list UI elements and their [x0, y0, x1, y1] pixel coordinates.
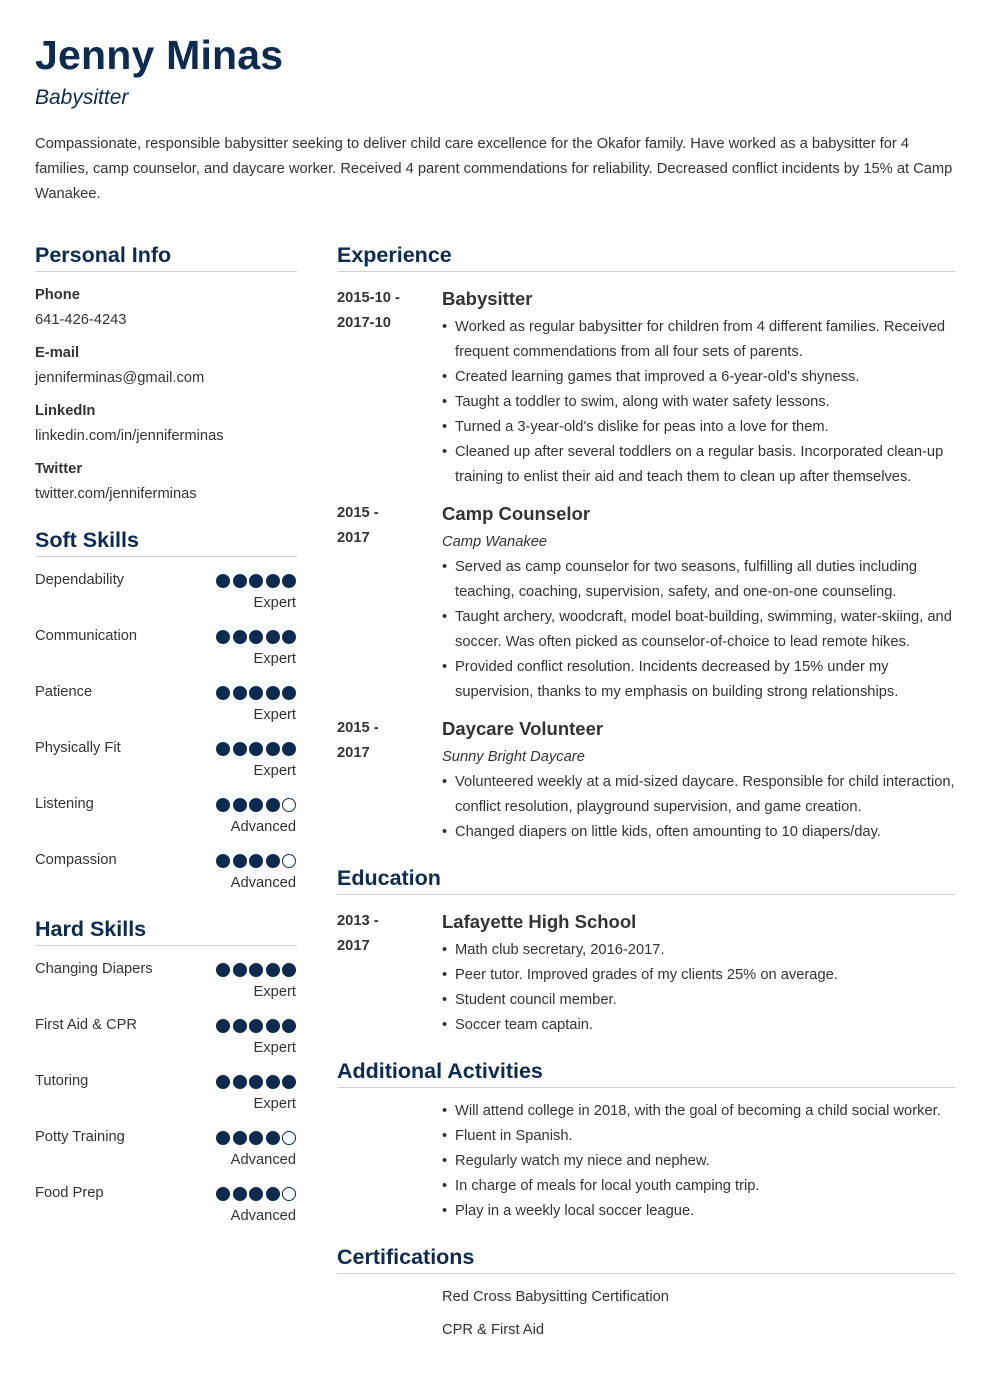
- rating-dot-filled: [282, 1075, 296, 1089]
- soft-skills-heading: Soft Skills: [35, 528, 139, 552]
- skill-rating: [214, 798, 297, 812]
- bullet-item: • Peer tutor. Improved grades of my clients 25% on average.: [442, 963, 957, 988]
- education-bullets: [442, 938, 957, 1038]
- job-date-range: [337, 501, 432, 551]
- skill-level: Advanced: [230, 1208, 296, 1224]
- skill-level: Expert: [253, 651, 296, 667]
- hard-skills-heading: Hard Skills: [35, 917, 147, 941]
- bullet-item: • Will attend college in 2018, with the goal of becoming a child social worker.: [442, 1099, 957, 1124]
- rating-dot-filled: [249, 630, 263, 644]
- rating-dot-filled: [266, 686, 280, 700]
- personal-info-heading: Personal Info: [35, 243, 172, 267]
- rating-dot-filled: [249, 798, 263, 812]
- skill-rating: [214, 854, 297, 868]
- rating-dot-filled: [249, 686, 263, 700]
- bullet-item: • Student council member.: [442, 988, 957, 1013]
- date-end: 2017: [337, 745, 370, 761]
- skill-name: Food Prep: [35, 1185, 104, 1201]
- rating-dot-filled: [249, 742, 263, 756]
- rating-dot-filled: [216, 686, 230, 700]
- rating-dot-filled: [216, 798, 230, 812]
- rating-dot-filled: [266, 798, 280, 812]
- rating-dot-filled: [216, 742, 230, 756]
- job-title: Babysitter: [442, 288, 533, 309]
- section-divider: [337, 271, 955, 272]
- rating-dot-filled: [216, 574, 230, 588]
- job-date-range: [337, 716, 432, 766]
- rating-dot-filled: [233, 1131, 247, 1145]
- bullet-item: • Fluent in Spanish.: [442, 1124, 957, 1149]
- skill-name: Patience: [35, 684, 93, 700]
- date-start: 2015 -: [337, 720, 379, 736]
- rating-dot-filled: [266, 1019, 280, 1033]
- skill-name: Potty Training: [35, 1129, 125, 1145]
- rating-dot-filled: [233, 742, 247, 756]
- job-bullets: [442, 770, 957, 845]
- bullet-item: • In charge of meals for local youth camping trip.: [442, 1174, 957, 1199]
- rating-dot-empty: [282, 1187, 296, 1201]
- skill-item: [35, 572, 297, 628]
- skill-level: Advanced: [230, 1152, 296, 1168]
- rating-dot-filled: [233, 574, 247, 588]
- additional-activities-heading: Additional Activities: [337, 1059, 543, 1083]
- skill-name: Physically Fit: [35, 740, 121, 756]
- skill-level: Advanced: [230, 875, 296, 891]
- bullet-item: • Provided conflict resolution. Incidents decreased by 15% under my supervision, thanks to my emphasis on building strong relationships.: [442, 655, 957, 705]
- rating-dot-filled: [282, 963, 296, 977]
- skill-level: Advanced: [230, 819, 296, 835]
- rating-dot-filled: [266, 742, 280, 756]
- skill-name: Tutoring: [35, 1073, 89, 1089]
- skill-rating: [214, 574, 297, 588]
- skill-rating: [214, 630, 297, 644]
- rating-dot-filled: [249, 854, 263, 868]
- certification-item: CPR & First Aid: [442, 1322, 545, 1338]
- job-title-header: Babysitter: [35, 86, 129, 109]
- section-divider: [35, 556, 297, 557]
- rating-dot-filled: [266, 963, 280, 977]
- skill-level: Expert: [253, 1040, 296, 1056]
- section-divider: [35, 945, 297, 946]
- section-divider: [337, 1087, 955, 1088]
- rating-dot-filled: [216, 1187, 230, 1201]
- skill-name: Dependability: [35, 572, 124, 588]
- date-end: 2017-10: [337, 315, 391, 331]
- summary-paragraph: Compassionate, responsible babysitter seeking to deliver child care excellence for the Okafor family. Have worked as a babysitter for 4 families, camp counselor, and daycare worker. Received 4 parent commendations for reliability. Decreased conflict incidents by 15% at Camp Wanakee.: [35, 136, 953, 202]
- certification-item: Red Cross Babysitting Certification: [442, 1289, 669, 1305]
- bullet-item: • Volunteered weekly at a mid-sized daycare. Responsible for child interaction, conflict resolution, playground supervision, and game creation.: [442, 770, 957, 820]
- rating-dot-filled: [216, 1019, 230, 1033]
- activities-bullets: [442, 1099, 957, 1224]
- rating-dot-empty: [282, 854, 296, 868]
- section-divider: [337, 1273, 955, 1274]
- rating-dot-filled: [216, 1075, 230, 1089]
- rating-dot-filled: [216, 963, 230, 977]
- skill-rating: [214, 1019, 297, 1033]
- rating-dot-filled: [216, 1131, 230, 1145]
- skill-level: Expert: [253, 984, 296, 1000]
- skill-item: [35, 796, 297, 852]
- rating-dot-filled: [282, 630, 296, 644]
- bullet-item: • Turned a 3-year-old's dislike for peas into a love for them.: [442, 415, 957, 440]
- rating-dot-filled: [282, 1019, 296, 1033]
- rating-dot-filled: [233, 798, 247, 812]
- bullet-item: • Created learning games that improved a 6-year-old's shyness.: [442, 365, 957, 390]
- date-start: 2015 -: [337, 505, 379, 521]
- rating-dot-filled: [249, 963, 263, 977]
- rating-dot-filled: [266, 1075, 280, 1089]
- job-title: Daycare Volunteer: [442, 718, 604, 739]
- rating-dot-filled: [282, 574, 296, 588]
- rating-dot-filled: [233, 686, 247, 700]
- rating-dot-filled: [266, 630, 280, 644]
- skill-name: Compassion: [35, 852, 117, 868]
- bullet-item: • Regularly watch my niece and nephew.: [442, 1149, 957, 1174]
- rating-dot-filled: [249, 1075, 263, 1089]
- section-divider: [337, 894, 955, 895]
- employer-name: Sunny Bright Daycare: [442, 749, 585, 765]
- skill-rating: [214, 963, 297, 977]
- rating-dot-filled: [282, 742, 296, 756]
- email-value: jenniferminas@gmail.com: [35, 370, 205, 386]
- job-bullets: [442, 555, 957, 705]
- skill-name: Communication: [35, 628, 138, 644]
- rating-dot-filled: [233, 1187, 247, 1201]
- skill-rating: [214, 1187, 297, 1201]
- skill-name: Changing Diapers: [35, 961, 153, 977]
- skill-level: Expert: [253, 707, 296, 723]
- experience-heading: Experience: [337, 243, 452, 267]
- date-end: 2017: [337, 530, 370, 546]
- rating-dot-filled: [233, 1075, 247, 1089]
- rating-dot-filled: [249, 1019, 263, 1033]
- skill-item: [35, 852, 297, 908]
- phone-label: Phone: [35, 287, 80, 303]
- phone-value: 641-426-4243: [35, 312, 127, 328]
- rating-dot-filled: [216, 854, 230, 868]
- skill-level: Expert: [253, 595, 296, 611]
- rating-dot-filled: [249, 1131, 263, 1145]
- bullet-item: • Soccer team captain.: [442, 1013, 957, 1038]
- certifications-heading: Certifications: [337, 1245, 475, 1269]
- skill-item: [35, 961, 297, 1017]
- bullet-item: • Cleaned up after several toddlers on a regular basis. Incorporated clean-up training to enlist their aid and teach them to clean up after themselves.: [442, 440, 957, 490]
- rating-dot-filled: [266, 574, 280, 588]
- linkedin-label: LinkedIn: [35, 403, 96, 419]
- skill-rating: [214, 742, 297, 756]
- rating-dot-filled: [266, 854, 280, 868]
- twitter-label: Twitter: [35, 461, 83, 477]
- linkedin-value: linkedin.com/in/jenniferminas: [35, 428, 224, 444]
- date-end: 2017: [337, 938, 370, 954]
- email-label: E-mail: [35, 345, 80, 361]
- skill-item: [35, 684, 297, 740]
- date-start: 2013 -: [337, 913, 379, 929]
- skill-item: [35, 1129, 297, 1185]
- rating-dot-filled: [233, 854, 247, 868]
- bullet-item: • Taught archery, woodcraft, model boat-building, swimming, water-skiing, and soccer. Was often picked as counselor-of-choice to lead remote hikes.: [442, 605, 957, 655]
- bullet-item: • Served as camp counselor for two seasons, fulfilling all duties including teaching, coaching, supervision, safety, and one-on-one counseling.: [442, 555, 957, 605]
- job-title: Camp Counselor: [442, 503, 591, 524]
- skill-rating: [214, 1075, 297, 1089]
- education-heading: Education: [337, 866, 441, 890]
- rating-dot-empty: [282, 798, 296, 812]
- rating-dot-filled: [282, 686, 296, 700]
- employer-name: Camp Wanakee: [442, 534, 548, 550]
- school-name: Lafayette High School: [442, 911, 637, 932]
- rating-dot-filled: [233, 630, 247, 644]
- candidate-name: Jenny Minas: [35, 32, 284, 78]
- skill-rating: [214, 686, 297, 700]
- rating-dot-filled: [266, 1187, 280, 1201]
- section-divider: [35, 271, 297, 272]
- skill-name: Listening: [35, 796, 94, 812]
- job-bullets: [442, 315, 957, 490]
- date-start: 2015-10 -: [337, 290, 400, 306]
- rating-dot-empty: [282, 1131, 296, 1145]
- skill-item: [35, 740, 297, 796]
- education-date-range: [337, 909, 432, 959]
- rating-dot-filled: [216, 630, 230, 644]
- bullet-item: • Taught a toddler to swim, along with water safety lessons.: [442, 390, 957, 415]
- rating-dot-filled: [249, 574, 263, 588]
- bullet-item: • Changed diapers on little kids, often amounting to 10 diapers/day.: [442, 820, 957, 845]
- skill-level: Expert: [253, 1096, 296, 1112]
- skill-item: [35, 1017, 297, 1073]
- rating-dot-filled: [233, 963, 247, 977]
- bullet-item: • Play in a weekly local soccer league.: [442, 1199, 957, 1224]
- skill-name: First Aid & CPR: [35, 1017, 138, 1033]
- job-date-range: [337, 286, 432, 336]
- skill-item: [35, 1185, 297, 1241]
- skill-level: Expert: [253, 763, 296, 779]
- skill-item: [35, 1073, 297, 1129]
- rating-dot-filled: [233, 1019, 247, 1033]
- skill-rating: [214, 1131, 297, 1145]
- rating-dot-filled: [249, 1187, 263, 1201]
- bullet-item: • Math club secretary, 2016-2017.: [442, 938, 957, 963]
- bullet-item: • Worked as regular babysitter for children from 4 different families. Received frequent commendations from all four sets of parents.: [442, 315, 957, 365]
- skill-item: [35, 628, 297, 684]
- twitter-value: twitter.com/jenniferminas: [35, 486, 197, 502]
- rating-dot-filled: [266, 1131, 280, 1145]
